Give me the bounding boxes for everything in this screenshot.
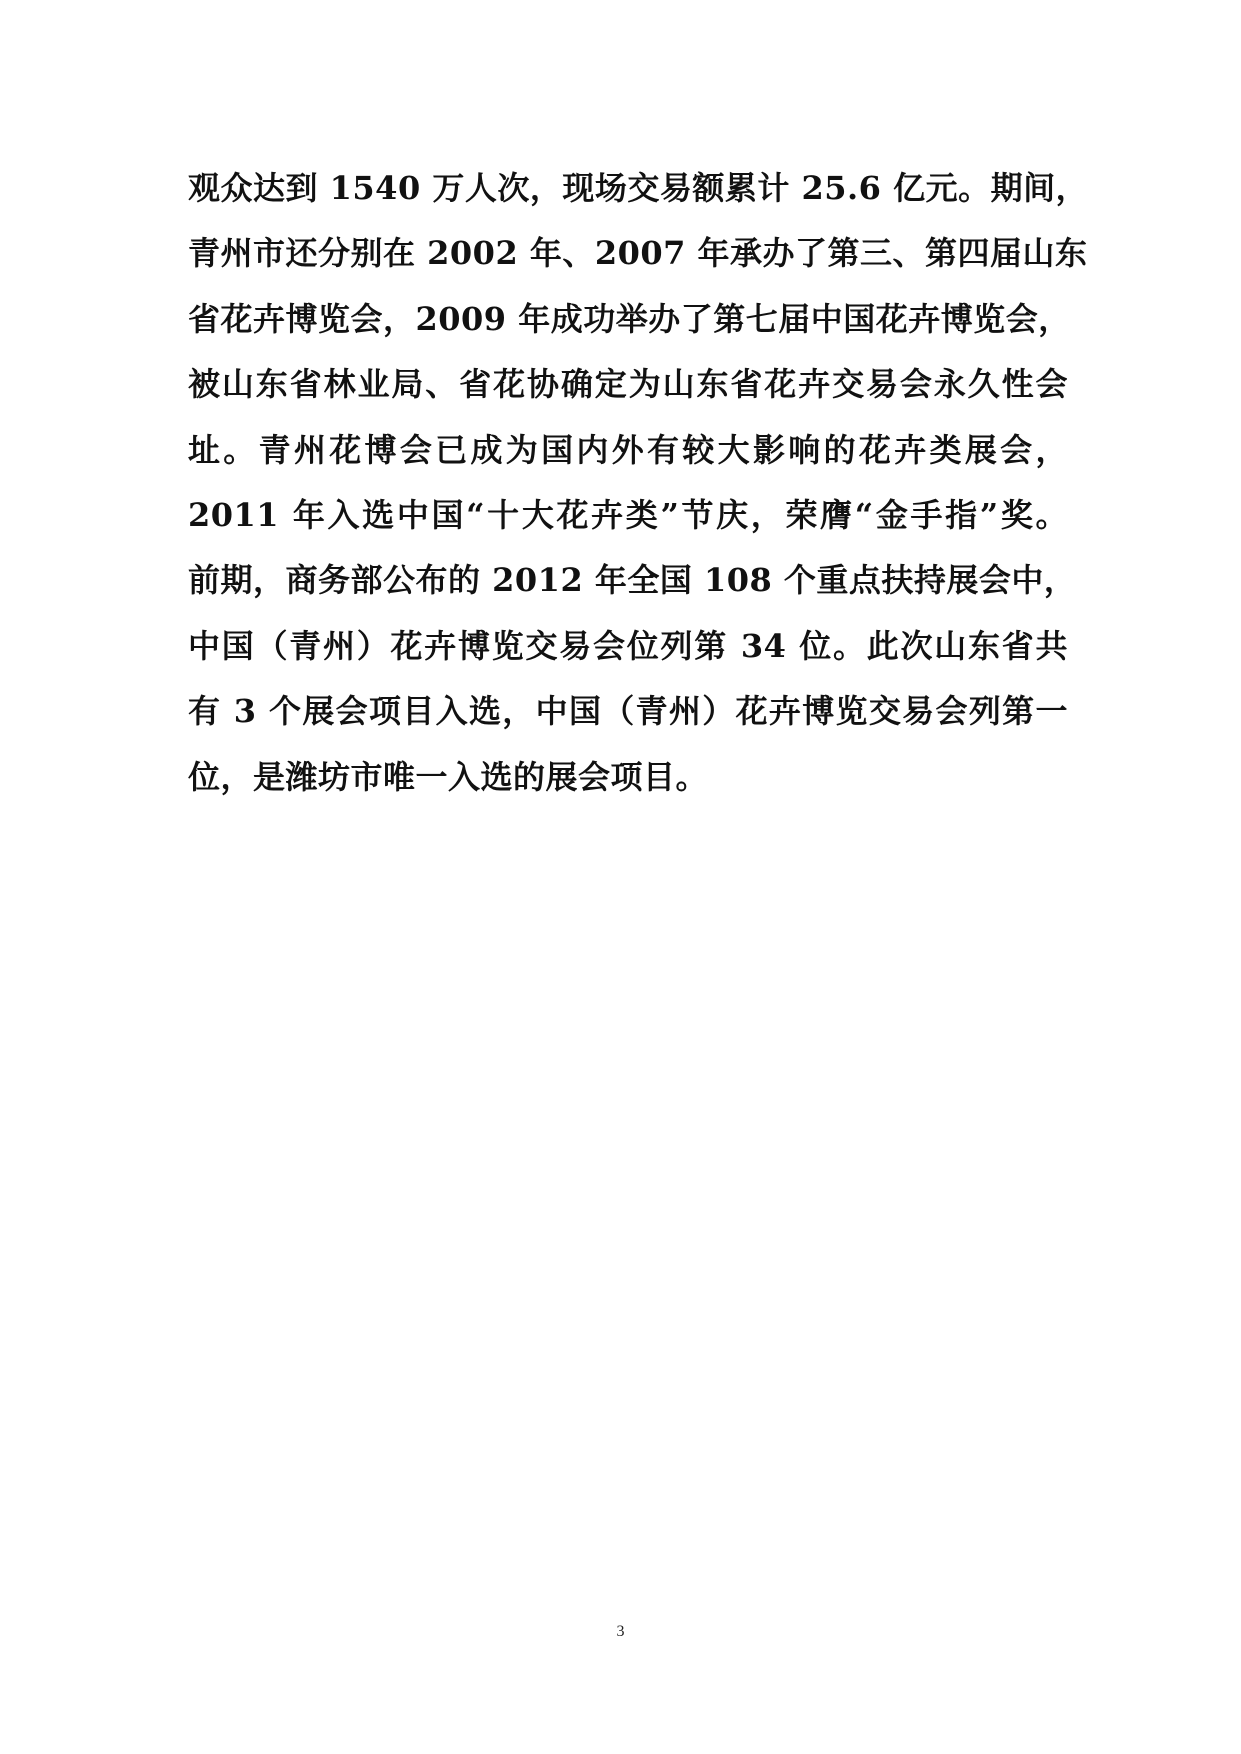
text-line: 位，是潍坊市唯一入选的展会项目。: [188, 757, 709, 796]
text-line: 省花卉博览会，2009 年成功举办了第七届中国花卉博览会，: [188, 299, 1071, 338]
text-line: 有 3 个展会项目入选，中国（青州）花卉博览交易会列第一: [188, 692, 1068, 731]
text-line: 2011 年入选中国“十大花卉类”节庆，荣膺“金手指”奖。: [188, 495, 1068, 534]
text-line: 被山东省林业局、省花协确定为山东省花卉交易会永久性会: [188, 365, 1068, 404]
body-paragraph: [188, 163, 1089, 817]
text-line: 观众达到 1540 万人次，现场交易额累计 25.6 亿元。期间，: [188, 169, 1089, 207]
text-line: 址。青州花博会已成为国内外有较大影响的花卉类展会，: [188, 430, 1068, 469]
page-number: 3: [616, 1623, 625, 1640]
text-line: 中国（青州）花卉博览交易会位列第 34 位。此次山东省共: [188, 626, 1068, 665]
text-line: 青州市还分别在 2002 年、2007 年承办了第三、第四届山东: [188, 234, 1088, 273]
text-line: 前期，商务部公布的 2012 年全国 108 个重点扶持展会中，: [188, 561, 1077, 600]
